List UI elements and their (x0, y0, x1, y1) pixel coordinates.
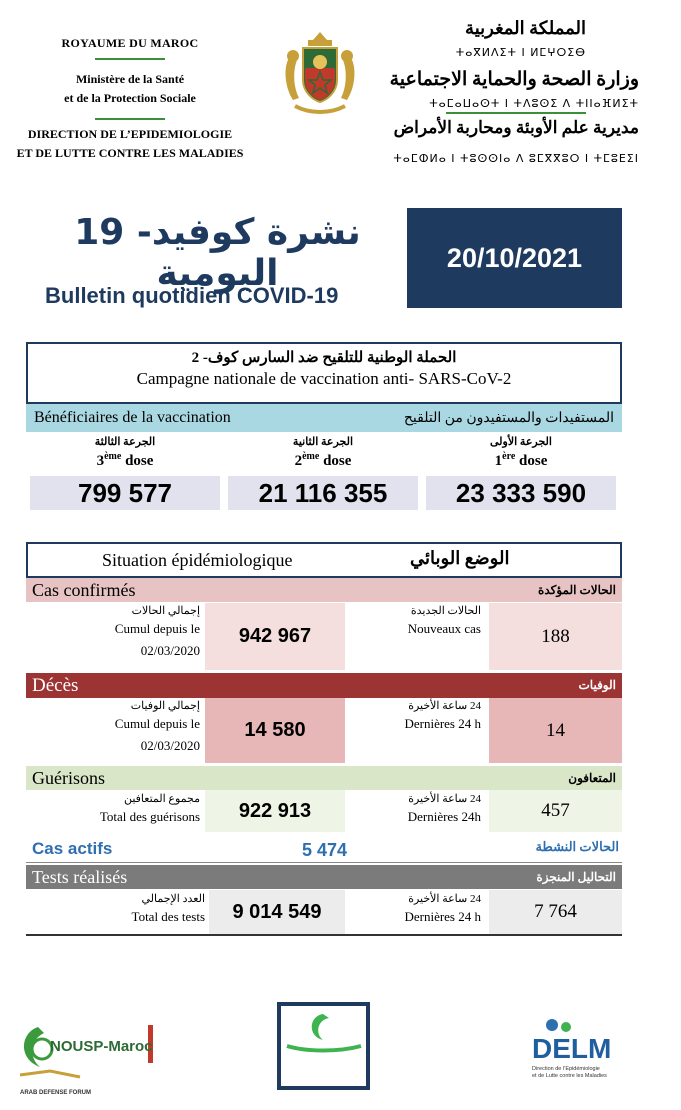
dose-3-value: 799 577 (30, 476, 220, 510)
confirmed-cumulative-label-ar: إجمالي الحالات (131, 605, 200, 617)
dose-2-column (228, 435, 418, 510)
confirmed-label-ar: الحالات المؤكدة (538, 582, 616, 597)
fr-kingdom-label: ROYAUME DU MAROC (61, 36, 199, 50)
deaths-new-label-ar: 24 ساعة الأخيرة (408, 700, 481, 712)
confirmed-new-label-fr: Nouveaux cas (407, 621, 481, 636)
dose-3-label-fr (30, 451, 220, 470)
tests-cumulative-value: 9 014 549 (209, 890, 345, 934)
delm-label: DELM (532, 1033, 612, 1064)
dose-1-column (426, 435, 616, 510)
deaths-new-label-fr: Dernières 24 h (404, 716, 481, 731)
beneficiaries-label-ar: المستفيدات والمستفيدون من التلقيح (403, 410, 614, 426)
confirmed-cases-bar (26, 578, 622, 602)
recovered-cumulative-value: 922 913 (205, 790, 345, 832)
tests-new-value: 7 764 (489, 890, 622, 934)
delm-subtitle-line-1: Direction de l’Epidémiologie (532, 1066, 600, 1072)
dose-1-word: dose (519, 453, 548, 469)
dose-3-num: 3 (96, 453, 105, 469)
dose-1-label-ar: الجرعة الأولى (490, 436, 552, 448)
dose-1-num: 1 (494, 453, 503, 469)
dose-2-label-ar: الجرعة الثانية (292, 436, 354, 448)
confirmed-label-fr: Cas confirmés (32, 579, 136, 600)
divider (95, 118, 165, 120)
tests-label-ar: التحاليل المنجزة (536, 869, 616, 884)
recovered-new-label (345, 792, 481, 828)
recovered-bar (26, 766, 622, 790)
campaign-title-fr: Campagne nationale de vaccination anti- SARS-CoV-2 (136, 369, 512, 388)
divider (446, 112, 586, 114)
deaths-new-value: 14 (489, 698, 622, 763)
beneficiaries-label-fr: Bénéficiaires de la vaccination (34, 409, 231, 426)
delm-subtitle (532, 1066, 642, 1080)
deaths-new-label (345, 699, 481, 735)
deaths-label-ar: الوفيات (578, 678, 616, 692)
tifinagh-direction-label: ⵜⴰⵎⵀⵍⴰ ⵏ ⵜⵓⵙⵙⵏⴰ ⴷ ⵓⵎⴳⴳⵓⵔ ⵏ ⵜⵎⵓⴹⵉⵏ (393, 152, 639, 165)
fr-ministry-line-1: Ministère de la Santé (75, 72, 185, 86)
epi-title-fr: Situation épidémiologique (102, 550, 293, 570)
tests-cumulative-label-fr: Total des tests (131, 909, 205, 924)
campaign-title-ar: الحملة الوطنية للتلقيح ضد السارس كوف- 2 (191, 350, 457, 366)
confirmed-cumulative-label (25, 604, 200, 662)
deaths-cumulative-label-ar: إجمالي الوفيات (130, 700, 200, 712)
fr-direction-line-1: DIRECTION DE L’EPIDEMIOLOGIE (27, 127, 233, 141)
dose-3-column (30, 435, 220, 510)
dose-3-word: dose (125, 453, 154, 469)
active-cases-value: 5 474 (302, 840, 348, 860)
recovered-new-label-ar: 24 ساعة الأخيرة (408, 793, 481, 805)
fr-direction-line-2: ET DE LUTTE CONTRE LES MALADIES (16, 146, 244, 160)
epi-title-ar: الوضع الوبائي (410, 548, 510, 568)
tests-new-label (345, 892, 481, 928)
tests-new-label-ar: 24 ساعة الأخيرة (408, 893, 481, 905)
recovered-label-fr: Guérisons (32, 767, 105, 788)
onousp-label: NOUSP-Maroc (50, 1038, 153, 1055)
recovered-cumulative-label-ar: مجموع المتعافين (123, 793, 200, 805)
deaths-cumulative-label-fr-1: Cumul depuis le (114, 716, 200, 731)
fr-ministry-line-2: et de la Protection Sociale (64, 91, 196, 105)
active-cases-label-fr: Cas actifs (32, 839, 113, 858)
active-cases-label-ar: الحالات النشطة (535, 839, 619, 854)
recovered-cumulative-label (25, 792, 200, 828)
vaccination-campaign-box (26, 342, 622, 404)
deaths-cumulative-label-fr-2: 02/03/2020 (140, 738, 200, 753)
dose-1-label-fr (426, 451, 616, 470)
ar-kingdom-label: المملكة المغربية (465, 18, 586, 38)
confirmed-cumulative-label-fr-2: 02/03/2020 (140, 643, 200, 658)
recovered-new-label-fr: Dernières 24h (407, 809, 481, 824)
bulletin-title-fr: Bulletin quotidien COVID-19 (45, 283, 339, 308)
dose-3-sup: ème (104, 451, 122, 462)
divider (26, 934, 622, 936)
recovered-new-value: 457 (489, 790, 622, 832)
delm-subtitle-line-2: et de Lutte contre les Maladies (532, 1073, 607, 1079)
tests-cumulative-label (30, 892, 205, 928)
dose-1-sup: ère (502, 451, 516, 462)
delm-emblem-icon (542, 1015, 582, 1035)
ministry-center-logo (277, 1002, 370, 1090)
deaths-label-fr: Décès (32, 674, 79, 696)
divider (95, 58, 165, 60)
confirmed-new-label-ar: الحالات الجديدة (410, 605, 481, 617)
tifinagh-ministry-label: ⵜⴰⵎⴰⵡⴰⵙⵜ ⵏ ⵜⴷⵓⵙⵉ ⴷ ⵜⵏⵏⴰⴼⵍⵉⵜ (429, 97, 639, 110)
forum-label: ARAB DEFENSE FORUM (20, 1090, 92, 1096)
divider (26, 862, 622, 863)
dose-1-value: 23 333 590 (426, 476, 616, 510)
deaths-cumulative-label (25, 699, 200, 757)
tests-bar (26, 865, 622, 889)
bulletin-title-ar: نشرة كوفيد- 19 اليومية (74, 212, 361, 294)
beneficiaries-bar (26, 404, 622, 432)
confirmed-new-value: 188 (489, 603, 622, 670)
tifinagh-kingdom-label: ⵜⴰⴳⵍⴷⵉⵜ ⵏ ⵍⵎⵖⵔⵉⴱ (455, 46, 586, 59)
confirmed-cumulative-label-fr-1: Cumul depuis le (114, 621, 200, 636)
dose-2-value: 21 116 355 (228, 476, 418, 510)
deaths-cumulative-value: 14 580 (205, 698, 345, 763)
tests-label-fr: Tests réalisés (32, 866, 128, 887)
dose-2-label-fr (228, 451, 418, 470)
dose-2-sup: ème (302, 451, 320, 462)
recovered-cumulative-label-fr: Total des guérisons (99, 809, 200, 824)
tests-new-label-fr: Dernières 24 h (404, 909, 481, 924)
dose-3-label-ar: الجرعة الثالثة (94, 436, 156, 448)
dose-2-num: 2 (294, 453, 303, 469)
fr-ministry-label (0, 70, 260, 108)
ar-ministry-label: وزارة الصحة والحماية الاجتماعية (389, 69, 639, 90)
recovered-label-ar: المتعافون (568, 770, 616, 785)
ar-direction-label: مديرية علم الأوبئة ومحاربة الأمراض (393, 118, 639, 137)
confirmed-cumulative-value: 942 967 (205, 603, 345, 670)
deaths-bar (26, 673, 622, 698)
bulletin-date: 20/10/2021 (407, 208, 622, 308)
confirmed-new-label (345, 604, 481, 640)
delm-logo (530, 1015, 630, 1085)
fr-direction-label (0, 125, 260, 163)
tests-cumulative-label-ar: العدد الإجمالي (141, 893, 205, 905)
onousp-logo (10, 1015, 160, 1105)
dose-2-word: dose (323, 453, 352, 469)
epidemiological-situation-header (26, 542, 622, 578)
